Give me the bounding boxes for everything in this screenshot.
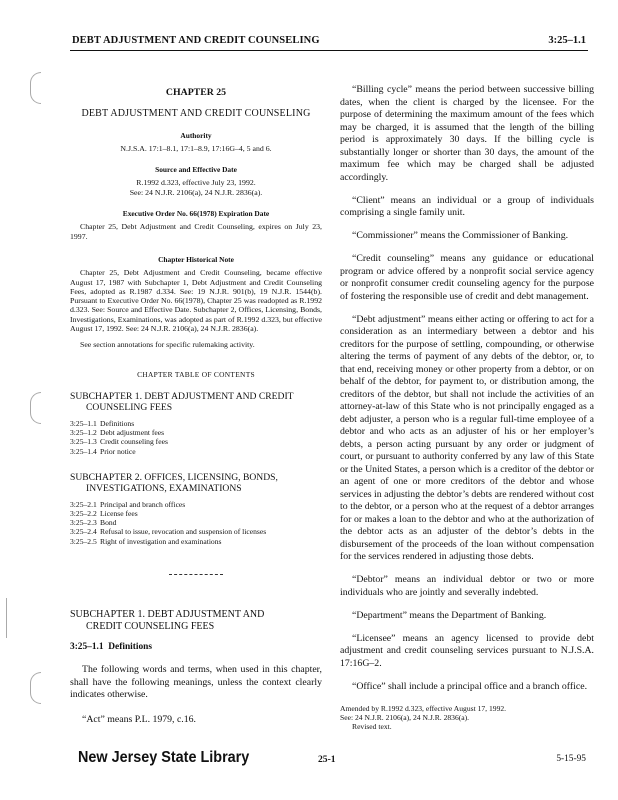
toc-number: 3:25–2.5 — [70, 536, 97, 546]
left-column — [70, 84, 322, 726]
binder-hole-mark — [30, 72, 41, 104]
executive-order-heading: Executive Order No. 66(1978) Expiration Date — [122, 209, 270, 219]
subchapter-title-line: SUBCHAPTER 1. DEBT ADJUSTMENT AND — [70, 608, 265, 620]
toc-number: 3:25–2.4 — [70, 527, 97, 537]
authority-text: N.J.S.A. 17:1–8.1, 17:1–8.9, 17:16G–4, 5 and 6. — [120, 143, 272, 153]
definition-office: “Office” shall include a principal office and a branch office. — [352, 680, 588, 692]
toc-title: Debt adjustment fees — [100, 428, 165, 438]
toc-title: License fees — [100, 508, 138, 518]
subchapter-title-line: COUNSELING FEES — [86, 401, 173, 413]
section-heading — [70, 643, 322, 652]
library-stamp: New Jersey State Library — [78, 749, 250, 766]
see-also-note: See section annotations for specific rulemaking activity. — [80, 340, 255, 350]
header-rule — [70, 50, 588, 51]
definitions-intro: The following words and terms, when used in this chapter, shall have the following meanings, unless the context clearly indicates otherwise. — [70, 664, 322, 701]
margin-tick — [6, 598, 7, 638]
page-header-section: 3:25–1.1 — [548, 35, 586, 46]
toc-title: Bond — [100, 518, 117, 528]
source-line: See: 24 N.J.R. 2106(a), 24 N.J.R. 2836(a). — [129, 187, 263, 197]
binder-hole-mark — [30, 672, 41, 704]
toc-subchapter-1 — [70, 391, 322, 413]
subchapter-heading — [70, 609, 322, 633]
page-number: 25-1 — [318, 754, 336, 765]
section-title: Definitions — [108, 641, 153, 652]
toc-title: Refusal to issue, revocation and suspension of licenses — [100, 527, 267, 537]
definition-act: “Act” means P.L. 1979, c.16. — [82, 713, 196, 725]
chapter-number: CHAPTER 25 — [165, 87, 227, 98]
toc-subchapter-2-list — [70, 500, 322, 546]
subchapter-title-line: INVESTIGATIONS, EXAMINATIONS — [86, 482, 242, 494]
toc-number: 3:25–2.2 — [70, 508, 97, 518]
definition-billing-cycle: “Billing cycle” means the period between successive billing dates, when the client is charged by the licensee. For the purpose of determining the maximum amount of the fees which may be charged, it is assumed that the length of the billing period is approximately 30 days. If the billing cycle is substantially longer or shorter than 30 days, the amount of the maximum fee which may be charged shall be adjusted accordingly. — [340, 84, 594, 183]
toc-row — [70, 428, 322, 437]
executive-order-text: Chapter 25, Debt Adjustment and Credit Counseling, expires on July 23, 1997. — [70, 222, 322, 241]
binder-hole-mark — [30, 392, 41, 424]
toc-row — [70, 537, 322, 546]
toc-number: 3:25–1.4 — [70, 446, 97, 456]
amendment-line: Revised text. — [352, 721, 392, 731]
toc-number: 3:25–1.3 — [70, 437, 97, 447]
toc-row — [70, 419, 322, 428]
definition-debtor: “Debtor” means an individual debtor or two or more individuals who are jointly and severally indebted. — [340, 574, 594, 598]
subchapter-title-line: SUBCHAPTER 2. OFFICES, LICENSING, BONDS, — [70, 471, 278, 483]
toc-subchapter-1-list — [70, 419, 322, 456]
chapter-title: DEBT ADJUSTMENT AND CREDIT COUNSELING — [81, 108, 311, 120]
definition-licensee: “Licensee” means an agency licensed to provide debt adjustment and credit counseling services pursuant to N.J.S.A. 17:16G–2. — [340, 632, 594, 669]
definition-department: “Department” means the Department of Banking. — [352, 609, 547, 621]
page-header-title: DEBT ADJUSTMENT AND CREDIT COUNSELING — [72, 35, 320, 46]
toc-title: Credit counseling fees — [100, 437, 168, 447]
toc-row — [70, 500, 322, 509]
toc-subchapter-2 — [70, 472, 322, 494]
revision-date: 5-15-95 — [556, 754, 586, 764]
toc-row — [70, 518, 322, 527]
definition-client: “Client” means an individual or a group of individuals comprising a single family unit. — [340, 194, 594, 218]
subchapter-title-line: CREDIT COUNSELING FEES — [86, 620, 215, 632]
definition-commissioner: “Commissioner” means the Commissioner of Banking. — [352, 230, 569, 241]
toc-number: 3:25–2.3 — [70, 518, 97, 528]
section-number: 3:25–1.1 — [70, 641, 104, 652]
subchapter-title-line: SUBCHAPTER 1. DEBT ADJUSTMENT AND CREDIT — [70, 390, 294, 402]
definition-debt-adjustment: “Debt adjustment” means either acting or offering to act for a consideration as an intermediary between a debtor and his creditors for the purpose of settling, compounding, or otherwise altering the terms of payment of any debts of the debtor, or, to that end, receiving money or other property from a debtor, or on behalf of the debtor, for payment to, or distribution among, the creditors of the debtor, but shall not include the activities of an attorney-at-law of this State who is not principally engaged as a debt adjuster, a person who is a regular full-time employee of a debtor and who acts as an adjuster of his or her employer’s debts, a person acting pursuant by any order or judgment of court, or pursuant to authority conferred by any law of this State or the United States, a person which is a creditor of the debtor or an agent of one or more creditors of the debtor and whose services in adjusting the debtor’s debts are rendered without cost to the debtor, or a person who at the request of a debtor arranges for or makes a loan to the debtor and who at the authorization of the debtor acts as an adjuster of the debtor’s debts in the disbursement of the proceeds of the loan without compensation for the services rendered in adjusting those debts. — [340, 313, 594, 562]
amendment-line: Amended by R.1992 d.323, effective August 17, 1992. — [340, 703, 507, 713]
toc-number: 3:25–1.1 — [70, 418, 97, 428]
historical-note-heading: Chapter Historical Note — [158, 254, 234, 264]
toc-number: 3:25–1.2 — [70, 428, 97, 438]
toc-title: Definitions — [100, 418, 135, 428]
source-line: R.1992 d.323, effective July 23, 1992. — [136, 178, 256, 188]
toc-title: Prior notice — [100, 446, 136, 456]
source-heading: Source and Effective Date — [155, 165, 237, 175]
section-divider — [169, 574, 223, 575]
historical-note-text: Chapter 25, Debt Adjustment and Credit Counseling, became effective August 17, 1987 with Subchapter 1, Debt Adjustment and Credit Counseling Fees, adopted as R.1987 d.334. See: 19 N.J.R. 901(b), 19 N.J.R. 1544(b). Pursuant to Executive Order No. 66(1978), Chapter 25 was readopted as R.1992 d.323. See: Source and Effective Date. Subchapter 2, Offices, Licensing, Bonds, Investigations, Examinations, was adopted as part of R.1992 d.323, but effective August 17, 1992. See: 24 N.J.R. 2106(a), 24 N.J.R. 2836(a). — [70, 268, 322, 334]
toc-number: 3:25–2.1 — [70, 499, 97, 509]
amendment-line: See: 24 N.J.R. 2106(a), 24 N.J.R. 2836(a). — [340, 712, 470, 722]
toc-title: Principal and branch offices — [100, 499, 186, 509]
definition-credit-counseling: “Credit counseling” means any guidance or educational program or advice offered by a nonprofit social service agency or nonprofit consumer credit counseling agency for the purpose of fostering the responsible use of credit and debt management. — [340, 253, 594, 302]
authority-heading: Authority — [180, 130, 212, 140]
toc-heading: CHAPTER TABLE OF CONTENTS — [137, 369, 255, 379]
toc-title: Right of investigation and examinations — [100, 536, 222, 546]
toc-row — [70, 509, 322, 518]
toc-row — [70, 527, 322, 536]
toc-row — [70, 447, 322, 456]
right-column — [340, 84, 594, 731]
toc-row — [70, 437, 322, 446]
amendment-note — [340, 704, 594, 731]
